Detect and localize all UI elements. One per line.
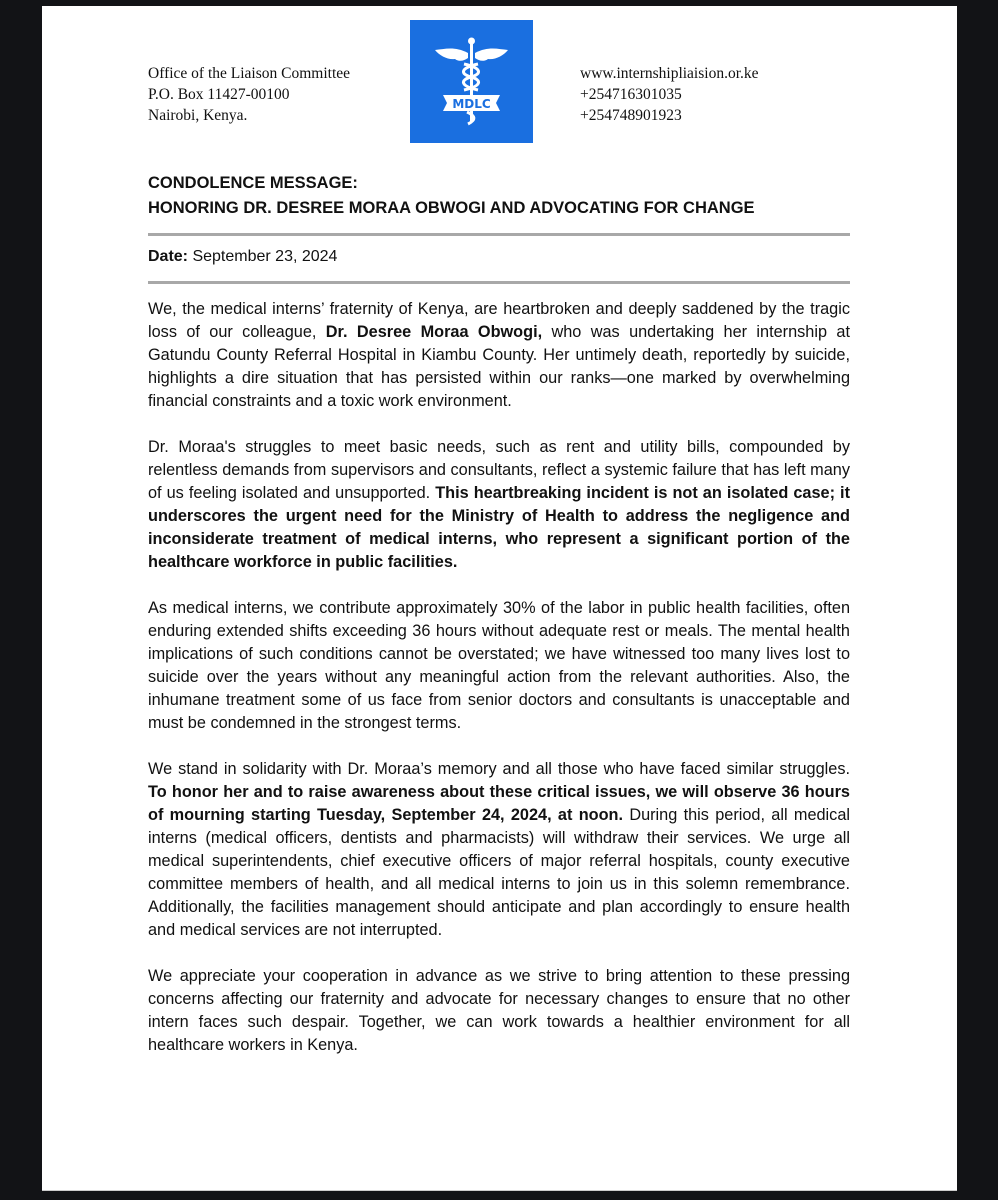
text-segment: Dr. Moraa's struggles to meet basic needs, such as rent and utility bills, compounded by relentless demands from supervisors and consultants, reflect a systemic failure that has left many of us feeling isolated and unsupported. [148,438,850,502]
text-segment: We appreciate your cooperation in advance as we strive to bring attention to these pressing concerns affecting our fraternity and advocate for necessary changes to ensure that no other intern faces such despair. Together, we can work towards a healthier environment for all healthcare workers in Kenya. [148,967,850,1054]
date-value: September 23, 2024 [188,248,338,265]
letter-body [148,171,850,1080]
text-segment: As medical interns, we contribute approximately 30% of the labor in public health facilities, often enduring extended shifts exceeding 36 hours without adequate rest or meals. The mental health implications of such conditions cannot be overstated; we have witnessed too many lives lost to suicide over the years without any meaningful action from the relevant authorities. Also, the inhumane treatment some of us face from senior doctors and consultants is unacceptable and must be condemned in the strongest terms. [148,599,850,732]
phone-text: +254748901923 [580,107,682,124]
paragraph-4 [148,758,850,942]
logo-text: MDLC [452,97,491,111]
address-line: Office of the Liaison Committee [148,65,351,82]
mdlc-logo [410,20,533,143]
divider [148,233,850,236]
document-page [42,6,957,1191]
bold-segment: Dr. Desree Moraa Obwogi, [325,323,543,341]
caduceus-icon [410,20,533,143]
text-segment: During this period, all medical interns (medical officers, dentists and pharmacists) will withdraw their services. We urge all medical superintendents, chief executive officers of major referral hospitals, county executive committee members of health, and all medical interns to join us in this solemn remembrance. Additionally, the facilities management should anticipate and plan accordingly to ensure health and medical services are not interrupted. [148,806,850,939]
date-line [148,246,850,268]
office-address [148,63,350,126]
text-segment: We, the medical interns’ fraternity of Kenya, are heartbroken and deeply saddened by the tragic loss of our colleague, [148,300,850,341]
address-line: P.O. Box 11427-00100 [148,86,290,103]
title-line-2: HONORING DR. DESREE MORAA OBWOGI AND ADVOCATING FOR CHANGE [148,199,755,217]
bold-segment: This heartbreaking incident is not an isolated case; it underscores the urgent need for the Ministry of Health to address the negligence and inconsiderate treatment of medical interns, who represent a significant portion of the healthcare workforce in public facilities. [148,484,850,571]
contact-info [580,63,759,126]
bold-segment: To honor her and to raise awareness about these critical issues, we will observe 36 hours of mourning starting Tuesday, September 24, 2024, at noon. [148,783,850,824]
website-text: www.internshipliaision.or.ke [580,65,759,82]
title-line-1: CONDOLENCE MESSAGE: [148,174,358,192]
paragraph-5 [148,965,850,1057]
paragraph-1 [148,298,850,413]
paragraph-2 [148,436,850,574]
divider [148,281,850,284]
paragraph-3 [148,597,850,735]
text-segment: We stand in solidarity with Dr. Moraa’s memory and all those who have faced similar struggles. [148,760,850,778]
address-line: Nairobi, Kenya. [148,107,248,124]
date-label: Date: [148,248,189,265]
phone-text: +254716301035 [580,86,682,103]
text-segment: who was undertaking her internship at Gatundu County Referral Hospital in Kiambu County. Her untimely death, reportedly by suicide, highlights a dire situation that has persisted within our ranks—one marked by overwhelming financial constraints and a toxic work environment. [148,323,850,410]
